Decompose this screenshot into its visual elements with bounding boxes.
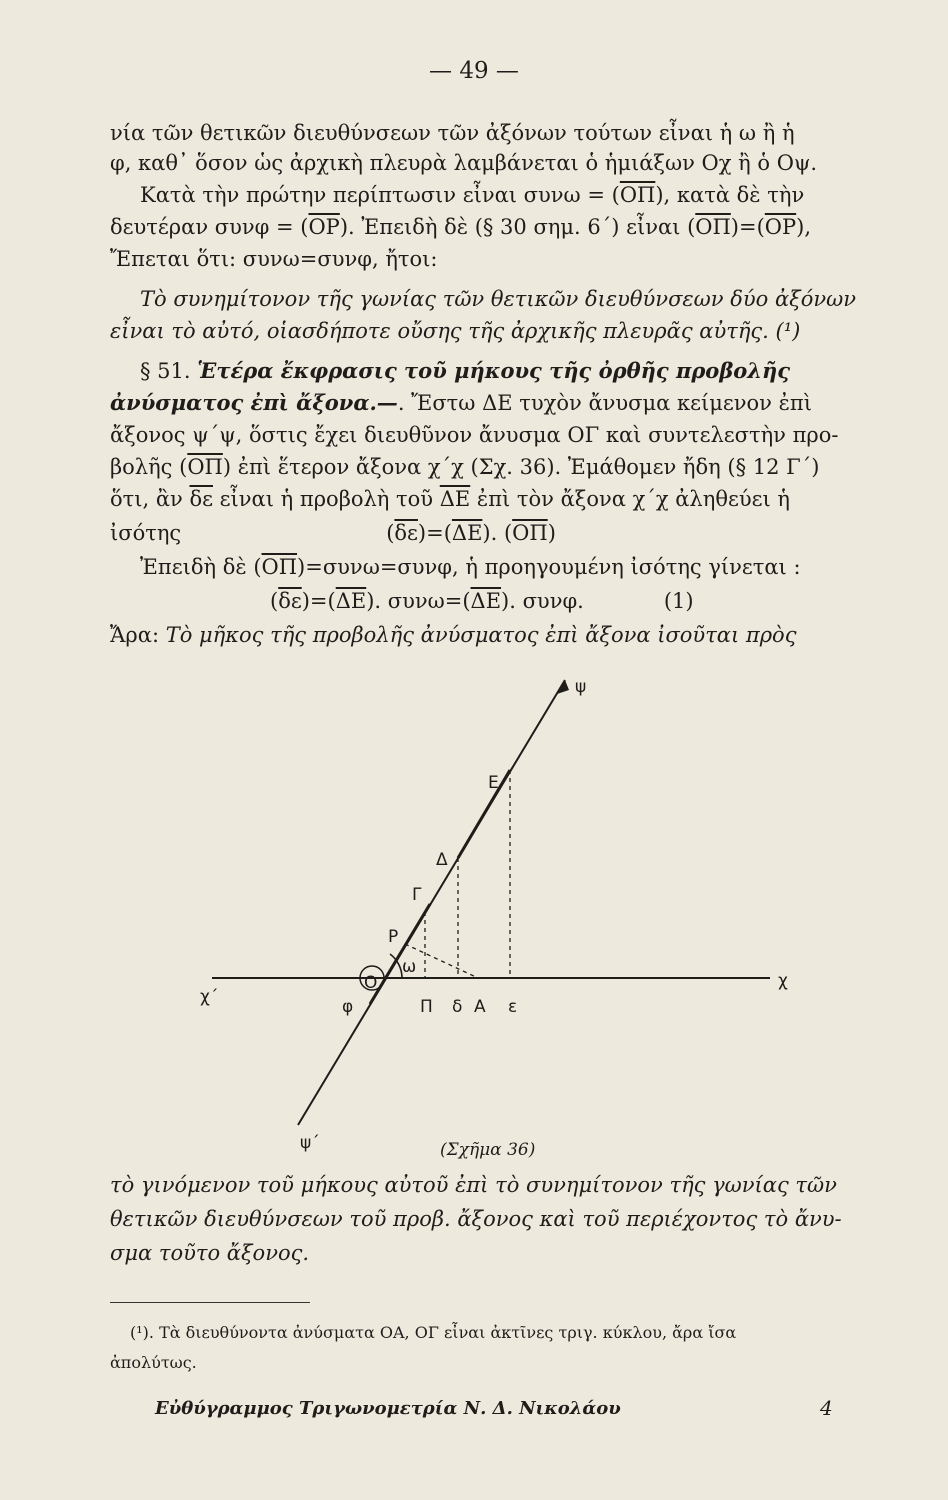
section-number: § 51.	[140, 359, 191, 383]
text-line: Ἄρα: Τὸ μῆκος τῆς προβολῆς ἀνύσματος ἐπὶ ἄξονα ἰσοῦται πρὸς	[110, 623, 797, 647]
label-phi: φ	[342, 997, 354, 1017]
text-line: θετικῶν διευθύνσεων τοῦ προβ. ἄξονος καὶ τοῦ περιέχοντος τὸ ἄνυ-	[110, 1207, 842, 1231]
theorem-line: εἶναι τὸ αὐτό, οἱασδήποτε οὔσης τῆς ἀρχικῆς πλευρᾶς αὐτῆς. (¹)	[110, 319, 801, 343]
label-Pi: Π	[420, 997, 433, 1017]
footnote-rule	[110, 1302, 310, 1303]
label-psi-prime: ψ΄	[300, 1133, 320, 1153]
label-delta: δ	[452, 997, 463, 1017]
label-P: Ρ	[388, 927, 399, 947]
label-psi: ψ	[575, 677, 587, 697]
text-line: νία τῶν θετικῶν διευθύνσεων τῶν ἀξόνων τούτων εἶναι ἡ ω ἢ ἡ	[110, 121, 795, 145]
text-line: ἄξονος ψ΄ψ, ὅστις ἔχει διευθῦνον ἄνυσμα ΟΓ καὶ συντελεστὴν προ-	[110, 423, 839, 447]
vector-OG	[370, 904, 430, 1004]
label-O: Ο	[364, 973, 378, 993]
footer-title: Εὐθύγραμμος Τριγωνομετρία Ν. Δ. Νικολάου	[155, 1398, 621, 1419]
text-line: βολῆς $(\overline{O\Pi})$ ἐπὶ ἕτερον ἄξονα χ΄χ (Σχ. 36). Ἐμάθομεν ἤδη (§ 12 Γ΄)	[110, 455, 820, 479]
figure-caption: (Σχῆμα 36)	[440, 1140, 536, 1160]
equation-number: (1)	[663, 589, 694, 613]
text-line: δευτέραν $\sigma\upsilon\nu\varphi = (\overline{OP})$. Ἐπειδὴ δὲ (§ 30 σημ. 6΄) εἶναι $(\overline{O\Pi})=(\overline{OP})$,	[110, 215, 812, 239]
label-E: Ε	[488, 773, 499, 793]
text-line: φ, καθ᾽ ὅσον ὡς ἀρχικὴ πλευρὰ λαμβάνεται ὁ ἡμιάξων Οχ ἢ ὁ Οψ.	[110, 151, 818, 175]
label-epsilon: ε	[508, 997, 518, 1017]
theorem-line: Τὸ συνημίτονον τῆς γωνίας τῶν θετικῶν διευθύνσεων δύο ἀξόνων	[140, 287, 857, 311]
text-line: σμα τοῦτο ἄξονος.	[110, 1241, 310, 1265]
text-line: ἀνύσματος ἐπὶ ἄξονα.—. Ἔστω ΔΕ τυχὸν ἄνυσμα κείμενον ἐπὶ	[110, 390, 812, 415]
psi-axis	[298, 680, 565, 1125]
label-Gamma: Γ	[412, 885, 422, 905]
page-number: — 49 —	[429, 58, 519, 84]
label-omega: ω	[402, 957, 417, 977]
label-chi: χ	[778, 971, 788, 991]
label-Delta: Δ	[436, 850, 448, 870]
section-title: Ἑτέρα ἔκφρασις τοῦ μήκους τῆς ὀρθῆς προβολῆς	[197, 358, 791, 383]
text-line: Κατὰ τὴν πρώτην περίπτωσιν εἶναι $\sigma\upsilon\nu\omega = (\overline{O\Pi})$, κατὰ δὲ τὴν	[140, 183, 805, 207]
text-line: ὅτι, ἂν $\overline{\delta\varepsilon}$ εἶναι ἡ προβολὴ τοῦ $\overline{\Delta E}$ ἐπὶ τὸν ἄξονα χ΄χ ἀληθεύει ἡ	[110, 487, 790, 511]
equation-line: $(\overline{\delta\varepsilon})=(\overline{\Delta E})$. $\sigma\upsilon\nu\omega=(\overline{\Delta E})$. συνφ. (1)	[270, 589, 694, 613]
text-line: Ἔπεται ὅτι: συνω=συνφ, ἤτοι:	[110, 247, 438, 271]
signature-number: 4	[820, 1396, 833, 1420]
vector-DE	[458, 770, 510, 858]
text-line: τὸ γινόμενον τοῦ μήκους αὐτοῦ ἐπὶ τὸ συνημίτονον τῆς γωνίας τῶν	[110, 1173, 837, 1197]
footnote-line: ἀπολύτως.	[110, 1353, 197, 1372]
equation-line: ἰσότης $(\overline{\delta\varepsilon})=(\overline{\Delta E})$. $(\overline{O\Pi})$	[110, 521, 556, 545]
label-chi-prime: χ΄	[200, 987, 219, 1007]
text-line: Ἐπειδὴ δὲ $(\overline{O\Pi})=\sigma\upsilon\nu\omega=\sigma\upsilon\nu\varphi$, ἡ προηγουμένη ἰσότης γίνεται :	[140, 555, 801, 579]
label-A: Α	[474, 997, 486, 1017]
footnote-line: (¹). Τὰ διευθύνοντα ἀνύσματα ΟΑ, ΟΓ εἶναι ἀκτῖνες τριγ. κύκλου, ἄρα ἴσα	[130, 1323, 737, 1342]
